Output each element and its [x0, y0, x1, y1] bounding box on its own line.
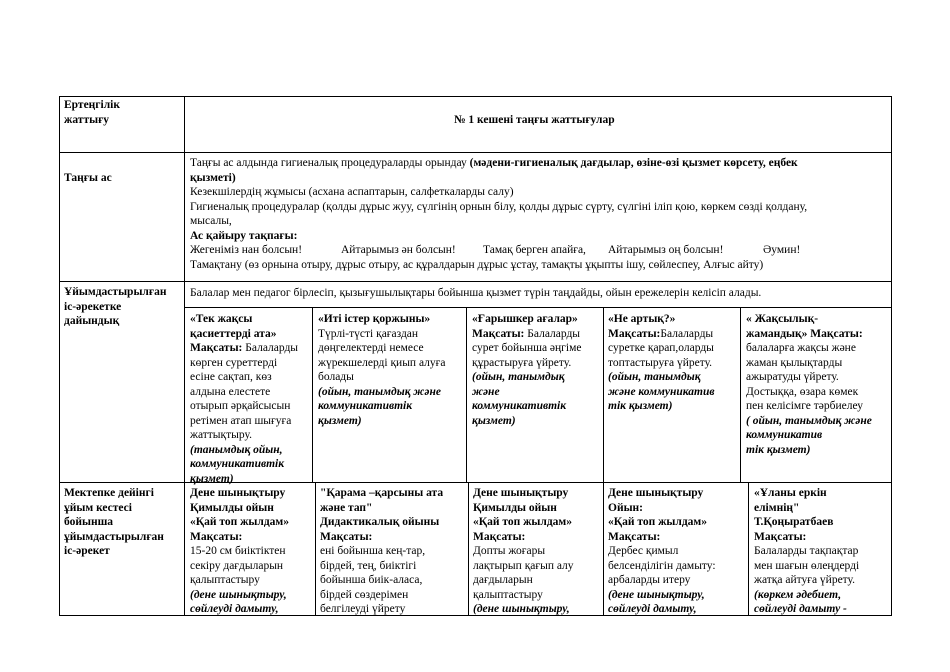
- cell-line: Мақсаты:: [754, 530, 807, 543]
- cell-line: Қимылды ойын: [190, 501, 274, 514]
- cell-line: Мақсаты:Балаларды: [608, 327, 714, 340]
- cell-line: белсенділігін дамыту:: [608, 559, 716, 572]
- row-divider-3: [59, 482, 892, 483]
- cell-line: жамандық» Мақсаты:: [746, 327, 863, 340]
- cell-line: елімнің": [754, 501, 800, 514]
- row-divider-2: [59, 281, 892, 282]
- cell-line: секіру дағдыларын: [190, 559, 284, 572]
- breakfast-label: Таңғы ас: [64, 172, 112, 184]
- cell-line: (дене шынықтыру,: [608, 588, 705, 601]
- subrow-divider: [184, 307, 892, 308]
- label-column-divider: [184, 96, 185, 616]
- cell-line: "Қарама –қарсыны ата: [320, 487, 444, 499]
- cell-line: ( ойын, танымдық және: [746, 414, 872, 427]
- cell-line: жаман қылықтарды: [746, 356, 843, 369]
- col-divider-b2: [468, 482, 469, 616]
- morning-exercise-label: Ертеңгілік жаттығу: [64, 99, 120, 126]
- organized-activity-label: Ұйымдастырылған іс-әрекетке дайындық: [64, 286, 167, 327]
- breakfast-poem-line: Жегеніміз нан болсын! Айтарымыз ән болсын! Тамақ берген апайға, Айтарымыз оң болсын! Әумин!: [190, 244, 801, 256]
- cell-line: ажыратуды үйрету.: [746, 371, 839, 383]
- schedule-cell-4: [608, 486, 716, 617]
- cell-line: Түрлі-түсті қағаздан: [318, 327, 419, 340]
- cell-line: мен шағын өлеңдерді: [754, 559, 860, 572]
- cell-line: ретімен атап шығуға: [190, 414, 292, 427]
- cell-line: 15-20 см биіктіктен: [190, 545, 286, 557]
- cell-line: (ойын, танымдық: [472, 371, 565, 383]
- cell-line: сөйлеуді дамыту,: [190, 603, 279, 615]
- cell-line: «Иті істер қоржыны»: [318, 313, 431, 325]
- cell-line: және тап": [320, 501, 373, 514]
- cell-line: жүрекшелерді қиып алуға: [318, 356, 446, 369]
- morning-exercise-title: № 1 кешені таңғы жаттығулар: [454, 114, 615, 126]
- col-divider-b1: [315, 482, 316, 616]
- row-divider-1: [59, 152, 892, 153]
- schedule-cell-3: [473, 486, 574, 617]
- cell-line: коммуникативтік: [190, 458, 285, 470]
- cell-line: алдына елестете: [190, 385, 271, 398]
- cell-line: қызмет): [318, 414, 362, 427]
- cell-line: отырып әрқайсысын: [190, 400, 291, 412]
- cell-line: «Қай топ жылдам»: [473, 516, 573, 528]
- cell-line: арбаларды итеру: [608, 574, 691, 586]
- activity-cell-5: [746, 312, 872, 457]
- cell-line: «Ғарышкер ағалар»: [472, 313, 578, 325]
- cell-line: « Жақсылық-: [746, 313, 819, 325]
- cell-line: Дербес қимыл: [608, 545, 679, 557]
- cell-line: «Ұланы еркін: [754, 487, 827, 499]
- cell-line: Мақсаты:: [320, 530, 373, 543]
- school-schedule-label: Мектепке дейінгі ұйым кестесі бойынша ұйымдастырылған іс-әрекет: [64, 487, 164, 557]
- col-divider-a1: [312, 307, 313, 482]
- cell-line: құрастыруға үйрету.: [472, 356, 572, 369]
- cell-line: «Не артық?»: [608, 313, 676, 325]
- cell-line: Мақсаты: Балаларды: [472, 327, 581, 340]
- cell-line: қызмет): [190, 472, 234, 485]
- activity-cell-3: [472, 312, 581, 428]
- cell-line: дағдыларын: [473, 574, 533, 586]
- cell-line: Дене шынықтыру: [608, 487, 704, 499]
- schedule-cell-1: [190, 486, 289, 617]
- cell-line: есіне сақтап, көз: [190, 371, 272, 383]
- cell-line: Ойын:: [608, 501, 644, 514]
- organized-activity-intro: Балалар мен педагог бірлесіп, қызығушылықтары бойынша қызмет түрін таңдайды, ойын ережелерін келісіп алады.: [190, 287, 762, 299]
- cell-line: лақтырып қағып алу: [473, 559, 574, 572]
- cell-line: сөйлеуді дамыту,: [608, 603, 697, 615]
- cell-line: Дене шынықтыру: [473, 487, 569, 499]
- activity-cell-1: [190, 312, 298, 486]
- cell-line: Дидактикалық ойыны: [320, 516, 440, 528]
- cell-line: және коммуникатив: [608, 385, 715, 398]
- cell-line: Мақсаты:: [190, 530, 243, 543]
- cell-line: болады: [318, 371, 354, 383]
- cell-line: сурет бойынша әңгіме: [472, 342, 582, 354]
- activity-cell-2: [318, 312, 445, 428]
- col-divider-a2: [466, 307, 467, 482]
- cell-line: жаттықтыру.: [190, 429, 252, 441]
- cell-line: Допты жоғары: [473, 545, 546, 557]
- cell-line: (көркем әдебиет,: [754, 588, 842, 601]
- cell-line: көрген суреттерді: [190, 356, 278, 369]
- cell-line: бойынша биік-аласа,: [320, 574, 423, 586]
- cell-line: балаларға жақсы және: [746, 342, 856, 354]
- cell-line: ені бойынша кең-тар,: [320, 545, 426, 557]
- cell-line: (дене шынықтыру,: [473, 603, 570, 615]
- cell-line: Балаларды тақпақтар: [754, 545, 859, 557]
- cell-line: (танымдық ойын,: [190, 443, 283, 456]
- cell-line: Т.Қоңыратбаев: [754, 516, 834, 528]
- schedule-cell-5: [754, 486, 859, 617]
- cell-line: қызмет): [472, 414, 516, 427]
- cell-line: коммуникатив: [746, 429, 823, 441]
- cell-line: «Қай топ жылдам»: [608, 516, 708, 528]
- cell-line: «Қай топ жылдам»: [190, 516, 290, 528]
- col-divider-b3: [603, 482, 604, 616]
- cell-line: жатқа айтуға үйрету.: [754, 574, 856, 586]
- cell-line: «Тек жақсы: [190, 313, 253, 325]
- col-divider-a4: [740, 307, 741, 482]
- cell-line: (ойын, танымдық: [608, 371, 701, 383]
- cell-line: қалыптастыру: [190, 574, 260, 586]
- cell-line: Мақсаты: Балаларды: [190, 342, 299, 354]
- cell-line: қалыптастыру: [473, 588, 543, 601]
- cell-line: (дене шынықтыру,: [190, 588, 287, 601]
- cell-line: бірдей, тең, биіктігі: [320, 559, 417, 572]
- col-divider-a3: [603, 307, 604, 482]
- cell-line: пен келісімге тәрбиелеу: [746, 400, 864, 412]
- cell-line: қасиеттерді ата»: [190, 327, 277, 340]
- cell-line: тік қызмет): [608, 400, 673, 412]
- cell-line: тік қызмет): [746, 443, 811, 456]
- breakfast-content: Таңғы ас алдында гигиеналық процедураларды орындау (мәдени-гигиеналық дағдылар, өзіне-өзі қызмет көрсету, еңбек қызметі) Кезекшілердің жұмысы (асхана аспаптарын, салфеткаларды салу) Гигиеналық процедуралар (қолды дұрыс жуу, сүлгінің орнын білу, қолды дұрыс сүрту, сүлгіні іліп қою, көркем сөзді қолдану, мысалы, Ас қайыру тақпағы: Жегеніміз нан болсын! Айтарымыз ән болсын! Тамақ берген апайға, Айтарымыз оң болсын! Әумин! Тамақтану (өз орнына отыру, дұрыс отыру, ас құралдарын дұрыс ұстау, тамақты ұқыпты ішу, сөйлеспеу, Алғыс айту): [190, 157, 808, 271]
- col-divider-b4: [748, 482, 749, 616]
- cell-line: Достыққа, өзара көмек: [746, 385, 859, 398]
- cell-line: Қимылды ойын: [473, 501, 557, 514]
- cell-line: сөйлеуді дамыту -: [754, 603, 847, 615]
- cell-line: коммуникативтік: [318, 400, 413, 412]
- cell-line: және: [472, 385, 500, 398]
- cell-line: (ойын, танымдық және: [318, 385, 441, 398]
- cell-line: коммуникативтік: [472, 400, 567, 412]
- cell-line: белгілеуді үйрету: [320, 603, 406, 615]
- cell-line: Дене шынықтыру: [190, 487, 286, 499]
- schedule-cell-2: [320, 486, 443, 617]
- cell-line: дөңгелектерді немесе: [318, 342, 424, 354]
- activity-cell-4: [608, 312, 715, 414]
- cell-line: Мақсаты:: [608, 530, 661, 543]
- cell-line: Мақсаты:: [473, 530, 526, 543]
- cell-line: суретке қарап,оларды: [608, 342, 714, 354]
- cell-line: топтастыруға үйрету.: [608, 356, 713, 369]
- cell-line: бірдей сөздерімен: [320, 588, 409, 601]
